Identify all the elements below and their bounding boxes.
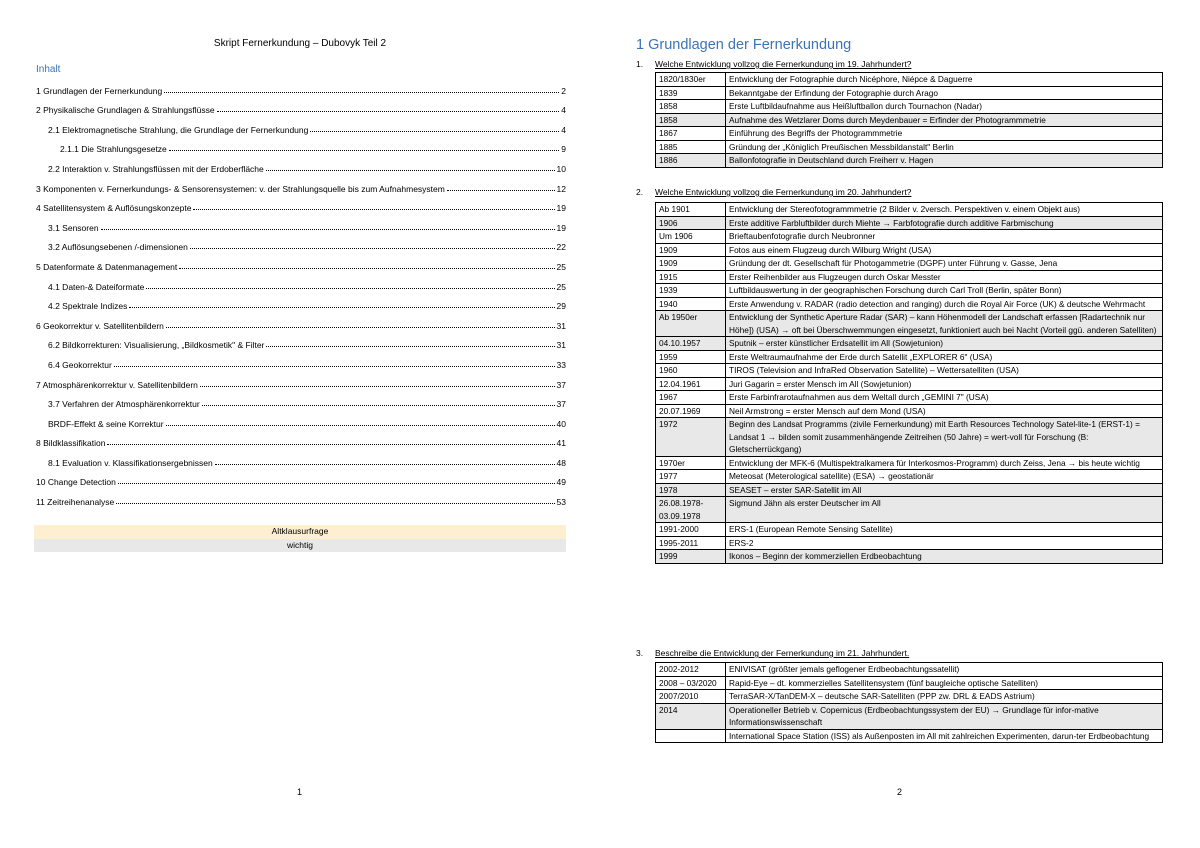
timeline-year: 2007/2010	[656, 690, 726, 704]
timeline-year: 1978	[656, 483, 726, 497]
toc-leader-dots	[217, 111, 560, 112]
timeline-event: Ballonfotografie in Deutschland durch Freiherr v. Hagen	[726, 154, 1163, 168]
timeline-event: Entwicklung der Stereofotogrammmetrie (2 Bilder v. 2versch. Perspektiven v. einem Objekt aus)	[726, 203, 1163, 217]
timeline-year: 1858	[656, 113, 726, 127]
timeline-year: Ab 1950er	[656, 311, 726, 337]
toc-entry[interactable]	[36, 370, 566, 390]
toc-entry[interactable]	[36, 350, 566, 370]
timeline-event: Luftbildauswertung in der geographischen Forschung durch Carl Troll (Berlin, später Bonn)	[726, 284, 1163, 298]
timeline-year: 1885	[656, 140, 726, 154]
toc-entry[interactable]	[36, 154, 566, 174]
toc-entry[interactable]	[36, 115, 566, 135]
toc-entry-page: 10	[556, 163, 566, 174]
timeline-event: ENIVISAT (größter jemals geflogener Erdbeobachtungssatellit)	[726, 663, 1163, 677]
timeline-row	[656, 73, 1163, 87]
toc-entry[interactable]	[36, 135, 566, 155]
toc-entry-title: 3.2 Auflösungsebenen /-dimensionen	[48, 242, 188, 253]
timeline-row	[656, 470, 1163, 484]
timeline-event: Juri Gagarin = erster Mensch im All (Sowjetunion)	[726, 377, 1163, 391]
question-number: 3.	[636, 648, 644, 658]
toc-entry[interactable]	[36, 448, 566, 468]
timeline-year: 2014	[656, 703, 726, 729]
toc-entry-page: 48	[556, 457, 566, 468]
timeline-table-21st-century	[655, 662, 1163, 743]
toc-entry-title: 7 Atmosphärenkorrektur v. Satellitenbildern	[36, 379, 198, 390]
toc-entry[interactable]	[36, 272, 566, 292]
timeline-event: TIROS (Television and InfraRed Observation Satellite) – Wettersatelliten (USA)	[726, 364, 1163, 378]
timeline-row	[656, 418, 1163, 457]
toc-entry-title: 8 Bildklassifikation	[36, 438, 106, 449]
toc-entry[interactable]	[36, 292, 566, 312]
toc-entry[interactable]	[36, 252, 566, 272]
page-number: 2	[897, 787, 903, 797]
toc-entry-title: BRDF-Effekt & seine Korrektur	[48, 418, 164, 429]
timeline-row	[656, 113, 1163, 127]
timeline-event: ERS-1 (European Remote Sensing Satellite)	[726, 523, 1163, 537]
timeline-event: Brieftaubenfotografie durch Neubronner	[726, 230, 1163, 244]
toc-leader-dots	[266, 170, 555, 171]
timeline-row	[656, 550, 1163, 564]
toc-entry-page: 25	[556, 261, 566, 272]
toc-entry-page: 4	[561, 124, 566, 135]
timeline-row	[656, 311, 1163, 337]
timeline-event: Erste additive Farbluftbilder durch Miehte → Farbfotografie durch additive Farbmischung	[726, 216, 1163, 230]
timeline-year: 1995-2011	[656, 536, 726, 550]
timeline-year: 1906	[656, 216, 726, 230]
timeline-row	[656, 377, 1163, 391]
toc-entry-title: 5 Datenformate & Datenmanagement	[36, 261, 178, 272]
toc-leader-dots	[215, 464, 555, 465]
toc-leader-dots	[447, 190, 555, 191]
toc-entry-page: 37	[556, 399, 566, 410]
timeline-row	[656, 536, 1163, 550]
toc-entry[interactable]	[36, 233, 566, 253]
timeline-year: 1858	[656, 100, 726, 114]
page-number: 1	[297, 787, 303, 797]
table-of-contents	[36, 76, 566, 507]
toc-entry-title: 6 Geokorrektur v. Satellitenbildern	[36, 320, 164, 331]
toc-entry-title: 8.1 Evaluation v. Klassifikationsergebnissen	[48, 457, 213, 468]
timeline-row	[656, 216, 1163, 230]
timeline-event: Erste Anwendung v. RADAR (radio detection and ranging) durch die Royal Air Force (UK) & deutsche Wehrmacht	[726, 297, 1163, 311]
timeline-year: 04.10.1957	[656, 337, 726, 351]
toc-entry-page: 41	[556, 438, 566, 449]
toc-leader-dots	[169, 150, 559, 151]
timeline-event: Ikonos – Beginn der kommerziellen Erdbeobachtung	[726, 550, 1163, 564]
timeline-year: 1839	[656, 86, 726, 100]
legend-wichtig: wichtig	[34, 539, 566, 553]
timeline-year: 1915	[656, 270, 726, 284]
toc-leader-dots	[146, 288, 554, 289]
toc-leader-dots	[266, 346, 554, 347]
timeline-event: TerraSAR-X/TanDEM-X – deutsche SAR-Satelliten (PPP zw. DRL & EADS Astrium)	[726, 690, 1163, 704]
document-title: Skript Fernerkundung – Dubovyk Teil 2	[213, 38, 387, 49]
question-number: 2.	[636, 187, 644, 197]
timeline-table-19th-century	[655, 72, 1163, 168]
timeline-row	[656, 404, 1163, 418]
timeline-event: Gründung der „Königlich Preußischen Messbildanstalt" Berlin	[726, 140, 1163, 154]
timeline-event: SEASET – erster SAR-Satellit im All	[726, 483, 1163, 497]
timeline-event: Fotos aus einem Flugzeug durch Wilburg Wright (USA)	[726, 243, 1163, 257]
timeline-event: Operationeller Betrieb v. Copernicus (Erdbeobachtungssystem der EU) → Grundlage für infor-mative Informationswissenschaft	[726, 703, 1163, 729]
toc-entry-page: 22	[556, 242, 566, 253]
question-text: Welche Entwicklung vollzog die Fernerkundung im 19. Jahrhundert?	[655, 59, 912, 69]
timeline-row	[656, 154, 1163, 168]
timeline-year: 1820/1830er	[656, 73, 726, 87]
toc-leader-dots	[118, 483, 555, 484]
timeline-event: Bekanntgabe der Erfindung der Fotographie durch Arago	[726, 86, 1163, 100]
timeline-row	[656, 364, 1163, 378]
toc-entry-page: 53	[556, 497, 566, 508]
timeline-row	[656, 703, 1163, 729]
toc-entry-page: 19	[556, 222, 566, 233]
timeline-event: International Space Station (ISS) als Außenposten im All mit zahlreichen Experimenten, darun-ter Erdbeobachtung	[726, 729, 1163, 743]
timeline-event: Gründung der dt. Gesellschaft für Photogammetrie (DGPF) unter Führung v. Gasse, Jena	[726, 257, 1163, 271]
timeline-year: 1970er	[656, 456, 726, 470]
question-3	[636, 648, 909, 658]
timeline-year: 26.08.1978-03.09.1978	[656, 497, 726, 523]
toc-leader-dots	[164, 92, 559, 93]
toc-leader-dots	[101, 229, 555, 230]
toc-leader-dots	[193, 209, 554, 210]
toc-entry-title: 4.2 Spektrale Indizes	[48, 301, 128, 312]
timeline-event: Rapid-Eye – dt. kommerzielles Satellitensystem (fünf baugleiche optische Satelliten)	[726, 676, 1163, 690]
toc-entry[interactable]	[36, 194, 566, 214]
toc-entry-page: 4	[561, 105, 566, 116]
toc-entry-page: 29	[556, 301, 566, 312]
timeline-row	[656, 391, 1163, 405]
legend	[34, 525, 566, 552]
toc-leader-dots	[114, 366, 555, 367]
timeline-event: Erste Weltraumaufnahme der Erde durch Satellit „EXPLORER 6" (USA)	[726, 350, 1163, 364]
legend-altklausur: Altklausurfrage	[34, 525, 566, 539]
toc-entry-page: 12	[556, 183, 566, 194]
timeline-year: 1967	[656, 391, 726, 405]
timeline-event: Neil Armstrong = erster Mensch auf dem Mond (USA)	[726, 404, 1163, 418]
page-right	[600, 0, 1200, 848]
toc-entry-title: 10 Change Detection	[36, 477, 116, 488]
toc-entry[interactable]	[36, 429, 566, 449]
toc-entry-title: 6.4 Geokorrektur	[48, 359, 112, 370]
toc-entry-title: 4.1 Daten-& Dateiformate	[48, 281, 145, 292]
toc-leader-dots	[129, 307, 554, 308]
toc-entry-title: 2.2 Interaktion v. Strahlungsflüssen mit der Erdoberfläche	[48, 163, 264, 174]
question-1	[636, 59, 911, 69]
timeline-row	[656, 483, 1163, 497]
toc-entry[interactable]	[36, 390, 566, 410]
timeline-event: Entwicklung der Synthetic Aperture Radar (SAR) – kann Höhenmodell der Landschaft erfassen [Radartechnik nur Höhe]) (USA) → oft bei Überschwemmungen eingesetzt, funktioniert auch bei Nacht (Vorteil ggü. anderen Satelliten)	[726, 311, 1163, 337]
toc-entry-page: 33	[556, 359, 566, 370]
toc-entry-title: 3 Komponenten v. Fernerkundungs- & Sensorensystemen: v. der Strahlungsquelle bis zum Aufnahmesystem	[36, 183, 445, 194]
timeline-event: Sputnik – erster künstlicher Erdsatellit im All (Sowjetunion)	[726, 337, 1163, 351]
timeline-event: Einführung des Begriffs der Photogrammmetrie	[726, 127, 1163, 141]
toc-entry[interactable]	[36, 311, 566, 331]
timeline-row	[656, 497, 1163, 523]
timeline-year: Ab 1901	[656, 203, 726, 217]
timeline-row	[656, 203, 1163, 217]
toc-leader-dots	[166, 425, 555, 426]
timeline-table-20th-century	[655, 202, 1163, 564]
timeline-year: Um 1906	[656, 230, 726, 244]
timeline-year: 20.07.1969	[656, 404, 726, 418]
section-heading: 1 Grundlagen der Fernerkundung	[636, 37, 852, 53]
toc-leader-dots	[202, 405, 555, 406]
toc-entry-title: 11 Zeitreihenanalyse	[36, 497, 115, 508]
timeline-year	[656, 729, 726, 743]
toc-leader-dots	[107, 444, 554, 445]
timeline-row	[656, 690, 1163, 704]
toc-entry-title: 2.1 Elektromagnetische Strahlung, die Grundlage der Fernerkundung	[48, 124, 309, 135]
timeline-row	[656, 243, 1163, 257]
timeline-year: 1999	[656, 550, 726, 564]
toc-entry-page: 40	[556, 418, 566, 429]
timeline-row	[656, 230, 1163, 244]
timeline-year: 1886	[656, 154, 726, 168]
timeline-row	[656, 140, 1163, 154]
timeline-row	[656, 127, 1163, 141]
timeline-row	[656, 663, 1163, 677]
toc-entry-page: 9	[561, 144, 566, 155]
timeline-row	[656, 86, 1163, 100]
timeline-year: 12.04.1961	[656, 377, 726, 391]
timeline-event: Beginn des Landsat Programms (zivile Fernerkundung) mit Earth Resources Technology Satel-lite-1 (ERST-1) = Landsat 1 → bilden somit zusammenhängende Zeitreihen (50 Jahre) = wert-voll für Forschung (B: Gletscherrückgang)	[726, 418, 1163, 457]
toc-entry-page: 25	[556, 281, 566, 292]
timeline-year: 1909	[656, 257, 726, 271]
toc-entry-page: 31	[556, 340, 566, 351]
toc-entry-page: 49	[556, 477, 566, 488]
timeline-row	[656, 270, 1163, 284]
timeline-event: Entwicklung der Fotographie durch Nicéphore, Niépce & Daguerre	[726, 73, 1163, 87]
timeline-row	[656, 676, 1163, 690]
timeline-event: Sigmund Jähn als erster Deutscher im All	[726, 497, 1163, 523]
timeline-row	[656, 284, 1163, 298]
toc-entry-title: 1 Grundlagen der Fernerkundung	[36, 85, 163, 96]
timeline-event: Aufnahme des Wetzlarer Doms durch Meydenbauer = Erfinder der Photogrammmetrie	[726, 113, 1163, 127]
toc-entry-page: 2	[561, 85, 566, 96]
timeline-event: ERS-2	[726, 536, 1163, 550]
toc-entry[interactable]	[36, 174, 566, 194]
timeline-year: 1972	[656, 418, 726, 457]
toc-leader-dots	[310, 131, 559, 132]
timeline-row	[656, 257, 1163, 271]
timeline-year: 2008 – 03/2020	[656, 676, 726, 690]
question-text: Welche Entwicklung vollzog die Fernerkundung im 20. Jahrhundert?	[655, 187, 912, 197]
timeline-year: 1959	[656, 350, 726, 364]
timeline-year: 1909	[656, 243, 726, 257]
toc-leader-dots	[200, 386, 555, 387]
timeline-row	[656, 456, 1163, 470]
toc-heading: Inhalt	[36, 64, 61, 75]
timeline-row	[656, 729, 1163, 743]
toc-entry-title: 6.2 Bildkorrekturen: Visualisierung, „Bildkosmetik" & Filter	[48, 340, 265, 351]
timeline-year: 1960	[656, 364, 726, 378]
timeline-row	[656, 350, 1163, 364]
toc-entry-title: 3.1 Sensoren	[48, 222, 99, 233]
timeline-event: Erste Farbinfrarotaufnahmen aus dem Weltall durch „GEMINI 7" (USA)	[726, 391, 1163, 405]
toc-entry[interactable]	[36, 409, 566, 429]
timeline-event: Erste Luftbildaufnahme aus Heißluftballon durch Tournachon (Nadar)	[726, 100, 1163, 114]
timeline-row	[656, 523, 1163, 537]
timeline-event: Erster Reihenbilder aus Flugzeugen durch Oskar Messter	[726, 270, 1163, 284]
toc-entry-page: 37	[556, 379, 566, 390]
timeline-year: 2002-2012	[656, 663, 726, 677]
toc-entry[interactable]	[36, 487, 566, 507]
timeline-event: Meteosat (Meterological satellite) (ESA) → geostationär	[726, 470, 1163, 484]
toc-entry[interactable]	[36, 468, 566, 488]
toc-entry[interactable]	[36, 331, 566, 351]
toc-entry[interactable]	[36, 213, 566, 233]
toc-leader-dots	[166, 327, 555, 328]
toc-entry-title: 3.7 Verfahren der Atmosphärenkorrektur	[48, 399, 200, 410]
toc-entry[interactable]	[36, 96, 566, 116]
question-2	[636, 187, 911, 197]
timeline-row	[656, 337, 1163, 351]
toc-leader-dots	[190, 248, 555, 249]
timeline-year: 1977	[656, 470, 726, 484]
question-number: 1.	[636, 59, 644, 69]
toc-leader-dots	[116, 503, 554, 504]
toc-entry[interactable]	[36, 76, 566, 96]
timeline-row	[656, 100, 1163, 114]
timeline-year: 1867	[656, 127, 726, 141]
toc-entry-page: 31	[556, 320, 566, 331]
timeline-row	[656, 297, 1163, 311]
timeline-year: 1940	[656, 297, 726, 311]
toc-entry-title: 2 Physikalische Grundlagen & Strahlungsflüsse	[36, 105, 215, 116]
timeline-event: Entwicklung der MFK-6 (Multispektralkamera für Interkosmos-Programm) durch Zeiss, Jena → bis heute wichtig	[726, 456, 1163, 470]
timeline-year: 1939	[656, 284, 726, 298]
timeline-year: 1991-2000	[656, 523, 726, 537]
toc-entry-title: 2.1.1 Die Strahlungsgesetze	[60, 144, 167, 155]
question-text: Beschreibe die Entwicklung der Fernerkundung im 21. Jahrhundert.	[655, 648, 910, 658]
toc-entry-title: 4 Satellitensystem & Auflösungskonzepte	[36, 203, 192, 214]
toc-entry-page: 19	[556, 203, 566, 214]
toc-leader-dots	[179, 268, 554, 269]
